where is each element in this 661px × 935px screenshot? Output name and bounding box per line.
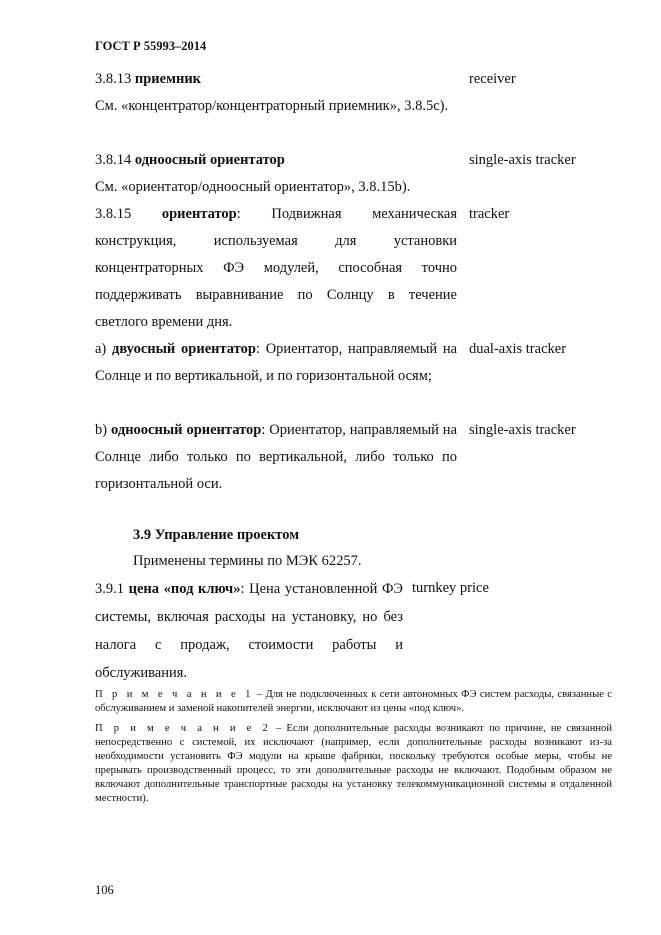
note (95, 722, 612, 806)
term-entry (95, 147, 457, 201)
term-english: receiver (469, 71, 516, 87)
term-definition: : Ориентатор, направляемый на Солнце и по вертикальной, и по горизонтальной осям; (95, 341, 458, 384)
document-header: ГОСТ Р 55993–2014 (95, 39, 207, 53)
term-definition: : Цена установленной ФЭ системы, включая расходы на установку, но без налога с продаж, стоимости работы и обслуживания. (95, 581, 403, 681)
term-title: двуосный ориентатор (112, 341, 256, 357)
term-title: одноосный ориентатор (111, 422, 262, 438)
term-english: single-axis tracker (469, 422, 576, 438)
note-text: – Для не подключенных к сети автономных ФЭ систем расходы, связанные с обслуживанием и заменой накопителей энергии, исключают из цены «под ключ». (95, 689, 612, 714)
term-entry (95, 575, 403, 687)
term-definition: См. «ориентатор/одноосный ориентатор», 3.8.15b). (95, 179, 411, 195)
section-intro: Применены термины по МЭК 62257. (133, 553, 362, 569)
term-number: 3.8.15 (95, 206, 132, 222)
term-english: single-axis tracker (469, 152, 576, 168)
term-definition: : Ориентатор, направляемый на Солнце либо только по вертикальной, либо только по горизонтальной оси. (95, 422, 458, 492)
note (95, 688, 612, 716)
note-label: П р и м е ч а н и е 2 (95, 723, 271, 734)
term-definition: : Подвижная механическая конструкция, используемая для установки концентраторных ФЭ модулей, способная точно поддерживать выравнивание по Солнцу в течение светлого времени дня. (95, 206, 458, 330)
term-number: 3.9.1 (95, 581, 124, 597)
term-number: 3.8.13 (95, 71, 132, 87)
term-number: b) (95, 422, 108, 438)
term-title: ориентатор (161, 206, 237, 222)
term-entry (95, 417, 457, 498)
term-title: приемник (134, 71, 202, 87)
term-title: одноосный ориентатор (134, 152, 285, 168)
term-entry (95, 201, 457, 336)
page-number: 106 (95, 883, 114, 897)
term-english: turnkey price (412, 580, 489, 596)
section-heading: 3.9 Управление проектом (133, 527, 300, 543)
term-title: цена «под ключ» (128, 581, 241, 597)
term-entry (95, 66, 457, 120)
term-number: a) (95, 341, 107, 357)
term-english: dual-axis tracker (469, 341, 567, 357)
term-number: 3.8.14 (95, 152, 132, 168)
note-text: – Если дополнительные расходы возникают по причине, не связанной непосредственно с системой, их исключают (например, если дополнительные расходы возникают из-за необходимости установить ФЭ модули на крыше фабрики, поскольку требуются особые меры, чтобы не прерывать производственный процесс, то эти дополнительные расходы не включают. Подобным образом не включают дополнительные транспортные расходы на установку телекоммуникационной системы в отдаленной местности). (95, 723, 612, 804)
term-entry (95, 336, 457, 390)
term-english: tracker (469, 206, 510, 222)
note-label: П р и м е ч а н и е 1 (95, 689, 254, 700)
term-definition: См. «концентратор/концентраторный приемник», 3.8.5с). (95, 98, 449, 114)
